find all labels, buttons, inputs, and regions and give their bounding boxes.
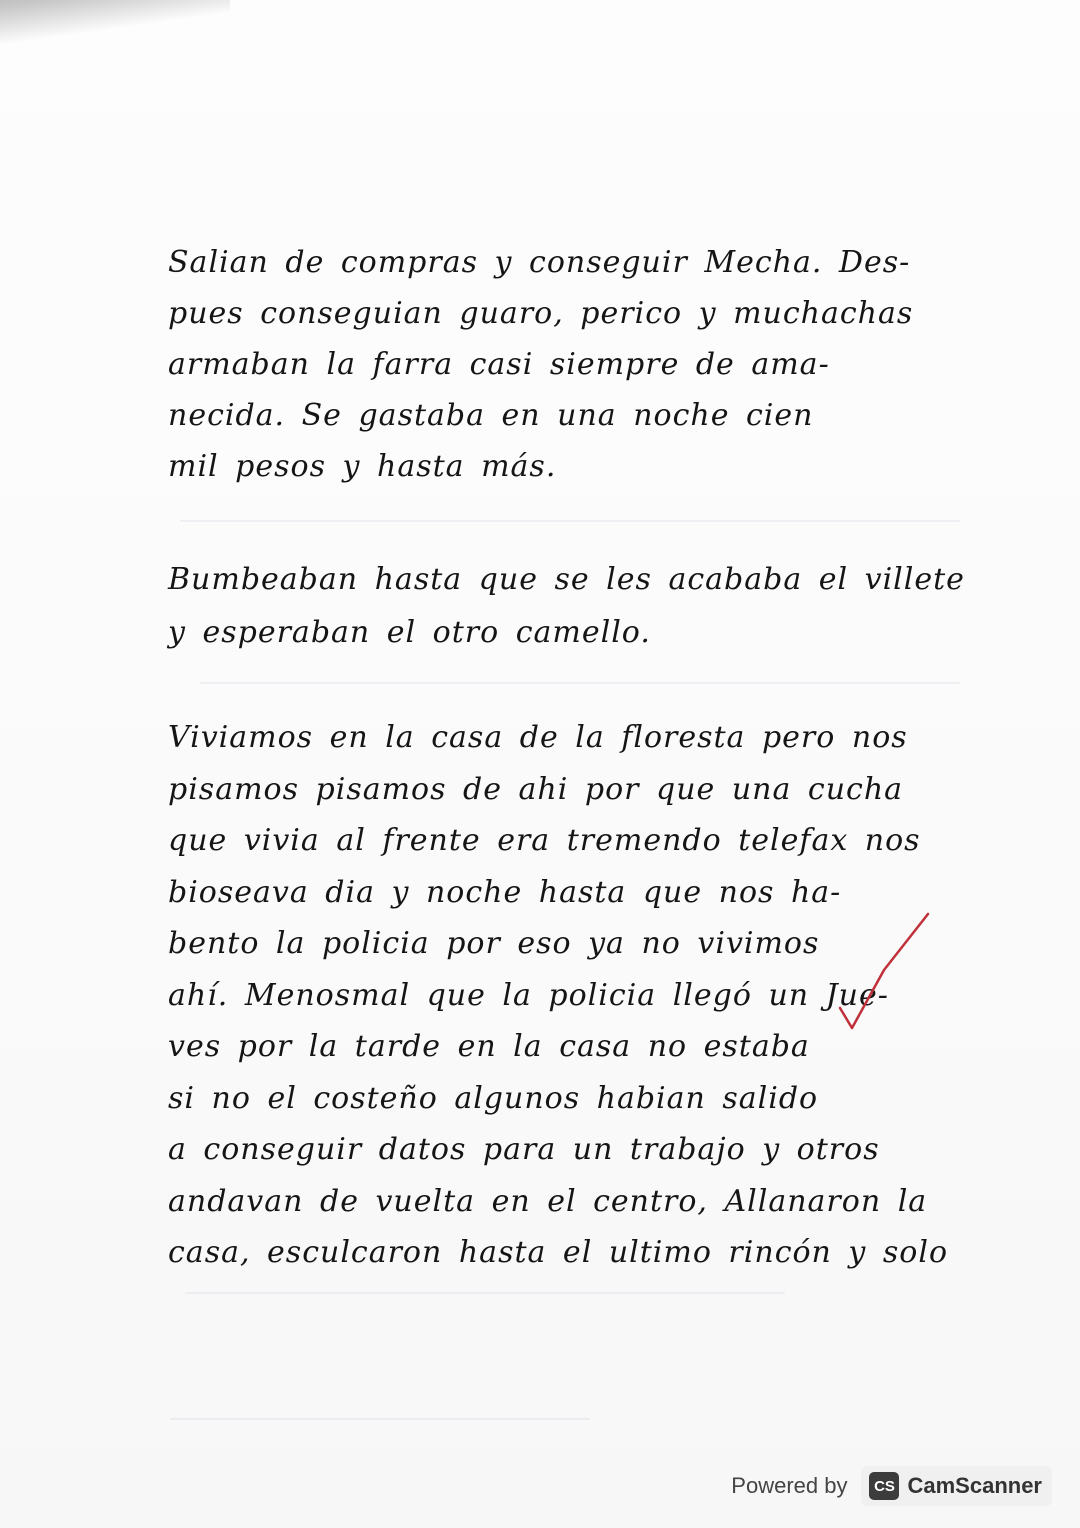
text-line: mil pesos y hasta más.	[168, 449, 557, 484]
text-line: si no el costeño algunos habian salido	[168, 1080, 819, 1116]
text-line: andavan de vuelta en el centro, Allanaron la	[168, 1183, 928, 1219]
text-line: armaban la farra casi siempre de ama-	[168, 347, 830, 382]
brand-name: CamScanner	[907, 1473, 1042, 1498]
teacher-check-mark-icon	[838, 912, 968, 1032]
text-line: que vivia al frente era tremendo telefax nos	[168, 823, 921, 858]
text-line: casa, esculcaron hasta el ultimo rincón y solo	[168, 1235, 949, 1270]
text-line: ves por la tarde en la casa no estaba	[168, 1029, 810, 1064]
text-line: bioseava dia y noche hasta que nos ha-	[168, 874, 842, 910]
text-line: Salian de compras y conseguir Mecha. Des-	[168, 245, 911, 280]
paragraph-bumbeaban	[168, 553, 998, 659]
bleed-through-line	[200, 682, 960, 684]
scan-shadow-corner	[0, 0, 230, 90]
bleed-through-line	[185, 1292, 785, 1294]
text-line: a conseguir datos para un trabajo y otros	[168, 1132, 880, 1167]
text-line: y esperaban el otro camello.	[168, 615, 651, 650]
paragraph-compras	[168, 237, 998, 492]
text-line: bento la policia por eso ya no vivimos	[168, 926, 820, 961]
brand-badge	[861, 1466, 1052, 1506]
powered-by-label: Powered by	[731, 1473, 848, 1498]
bleed-through-line	[170, 1418, 590, 1420]
text-line: pues conseguian guaro, perico y muchachas	[168, 296, 914, 331]
camscanner-logo-icon: CS	[869, 1472, 899, 1500]
text-line: necida. Se gastaba en una noche cien	[168, 398, 814, 433]
text-line: ahí. Menosmal que la policia llegó un Jue-	[168, 977, 889, 1013]
text-line: Bumbeaban hasta que se les acababa el villete	[168, 562, 965, 597]
camscanner-watermark	[731, 1466, 1052, 1506]
bleed-through-line	[180, 520, 960, 522]
text-line: pisamos pisamos de ahi por que una cucha	[168, 771, 904, 807]
text-line: Viviamos en la casa de la floresta pero nos	[168, 720, 908, 755]
